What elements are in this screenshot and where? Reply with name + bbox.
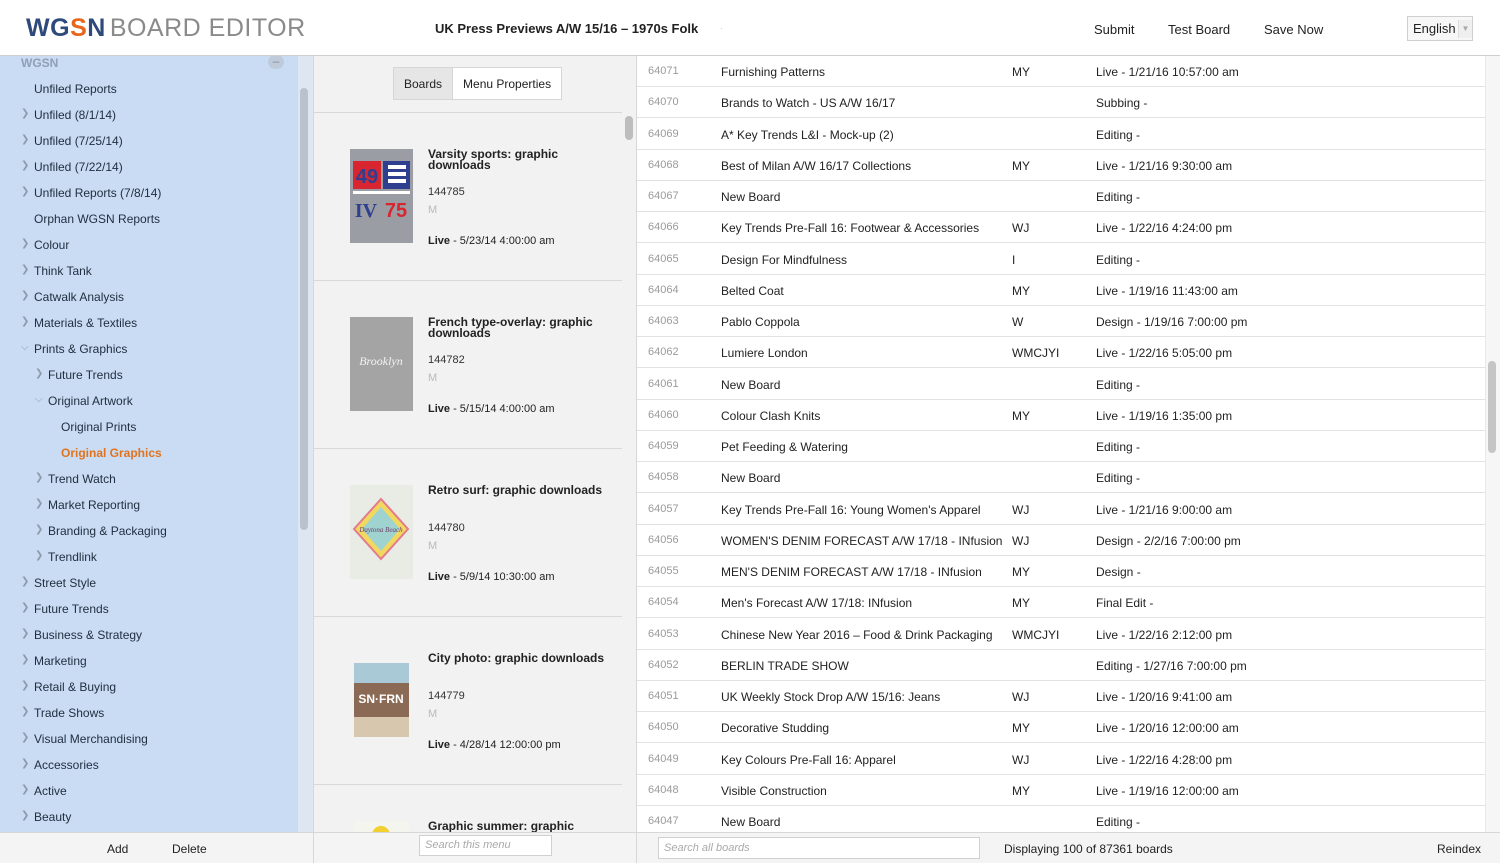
boards-scrollbar-thumb[interactable]: [1488, 361, 1496, 453]
card-m: M: [428, 204, 438, 216]
board-status: Design - 1/19/16 7:00:00 pm: [1096, 315, 1248, 329]
board-card[interactable]: [314, 617, 622, 785]
varsity-number: 49: [355, 166, 379, 188]
table-row[interactable]: [637, 275, 1485, 306]
board-name: UK Weekly Stock Drop A/W 15/16: Jeans: [721, 690, 941, 704]
tree-root-label: WGSN: [21, 56, 59, 70]
french-word: Brooklyn: [359, 354, 403, 368]
tree-item-original-artwork[interactable]: ⌵ Original Artwork: [35, 394, 133, 408]
city-photo-thumbnail: [350, 653, 413, 747]
reindex-button[interactable]: Reindex: [1437, 842, 1482, 856]
tree-item-colour[interactable]: ❯ Colour: [21, 238, 70, 252]
add-button[interactable]: Add: [107, 842, 129, 856]
board-cards: [314, 112, 622, 832]
board-status: Editing -: [1096, 377, 1141, 392]
board-card[interactable]: [314, 113, 622, 281]
card-status: Live - 4/28/14 12:00:00 pm: [428, 739, 561, 751]
table-row[interactable]: [637, 494, 1485, 525]
board-code: MY: [1012, 596, 1030, 611]
card-title: Varsity sports: graphic downloads: [428, 147, 559, 172]
board-name: Pablo Coppola: [721, 315, 800, 329]
tree-item-active[interactable]: ❯ Active: [21, 784, 67, 798]
chevron-right-icon[interactable]: ❯: [35, 368, 44, 379]
table-row[interactable]: [637, 744, 1485, 775]
city-word: SN·FRN: [358, 692, 404, 706]
save-now-button[interactable]: Save Now: [1264, 22, 1324, 37]
tree-item-original-graphics[interactable]: Original Graphics: [61, 446, 162, 460]
product-name: BOARD EDITOR: [109, 14, 306, 42]
card-m: M: [428, 372, 438, 384]
board-id: 64058: [648, 471, 679, 484]
chevron-right-icon[interactable]: ❯: [21, 784, 30, 795]
board-status: Editing -: [1096, 815, 1141, 829]
test-board-button[interactable]: Test Board: [1168, 22, 1231, 37]
board-status: Design - 2/2/16 7:00:00 pm: [1096, 533, 1241, 548]
board-id: 64064: [648, 283, 679, 296]
card-m: M: [428, 708, 438, 720]
board-name: Best of Milan A/W 16/17 Collections: [721, 158, 912, 173]
board-status: Live - 1/22/16 5:05:00 pm: [1096, 346, 1233, 361]
board-id: 64068: [648, 158, 679, 171]
chevron-right-icon[interactable]: ❯: [21, 108, 30, 119]
tree-item-street-style[interactable]: ❯ Street Style: [21, 576, 97, 590]
tree-item-unfiled-8-1-14[interactable]: ❯ Unfiled (8/1/14): [21, 108, 117, 122]
board-status: Editing -: [1096, 440, 1141, 454]
board-id: 64060: [648, 408, 679, 421]
table-row[interactable]: [637, 681, 1485, 712]
chevron-right-icon[interactable]: ❯: [21, 134, 30, 145]
table-row[interactable]: [637, 150, 1485, 181]
board-name: Key Trends Pre-Fall 16: Young Women's Apparel: [721, 502, 981, 517]
card-id: 144785: [428, 186, 465, 198]
card-title: Retro surf: graphic downloads: [428, 483, 603, 497]
table-row[interactable]: [637, 775, 1485, 806]
retro-word: Daytona Beach: [359, 526, 403, 534]
board-code: MY: [1012, 721, 1030, 736]
tree-item-beauty[interactable]: ❯ Beauty: [21, 810, 72, 824]
board-id: 64069: [648, 127, 679, 140]
boards-list-footer: [637, 832, 1500, 863]
board-id: 64053: [648, 627, 679, 640]
board-id: 64051: [648, 690, 679, 702]
board-name: New Board: [721, 190, 781, 204]
card-m: M: [428, 540, 438, 552]
board-id: 64050: [648, 721, 679, 734]
wgsn-logo: WGSN BOARD EDITOR: [26, 14, 306, 42]
board-status: Live - 1/22/16 2:12:00 pm: [1096, 627, 1233, 642]
board-id: 64054: [648, 596, 679, 609]
board-status: Live - 1/21/16 10:57:00 am: [1096, 65, 1239, 79]
board-status: Live - 1/20/16 12:00:00 am: [1096, 721, 1239, 736]
sidebar-scrollbar-thumb[interactable]: [300, 88, 308, 530]
board-name: Furnishing Patterns: [721, 65, 826, 79]
card-title: French type-overlay: graphic downloads: [428, 315, 593, 340]
tree-item-accessories[interactable]: ❯ Accessories: [21, 758, 99, 772]
board-code: WJ: [1012, 752, 1030, 767]
boards-panel: [313, 56, 637, 832]
boards-panel-footer: [313, 832, 637, 863]
tree-item-unfiled-reports-7-8-14[interactable]: ❯ Unfiled Reports (7/8/14): [21, 186, 162, 200]
table-row[interactable]: [637, 119, 1485, 150]
board-status: Editing -: [1096, 252, 1141, 267]
app-header: [0, 0, 1500, 56]
board-code: WMCJYI: [1012, 627, 1060, 642]
board-card[interactable]: [314, 449, 622, 617]
board-id: 64066: [648, 221, 679, 234]
table-row[interactable]: [637, 181, 1485, 212]
board-id: 64056: [648, 533, 679, 546]
tree-item-future-trends[interactable]: ❯ Future Trends: [21, 602, 109, 616]
board-status: Live - 1/20/16 9:41:00 am: [1096, 690, 1233, 704]
table-row[interactable]: [637, 56, 1485, 87]
table-row[interactable]: [637, 212, 1485, 243]
board-code: W: [1012, 315, 1024, 329]
chevron-down-icon[interactable]: ⌵: [35, 394, 43, 405]
board-id: 64063: [648, 315, 679, 327]
board-name: Belted Coat: [721, 283, 784, 298]
chevron-right-icon[interactable]: ❯: [21, 186, 30, 197]
card-id: 144779: [428, 690, 465, 702]
tree-item-market-reporting[interactable]: ❯ Market Reporting: [35, 498, 141, 512]
varsity-year: 75: [384, 200, 408, 222]
board-id: 64061: [648, 377, 679, 390]
card-id: 144780: [428, 522, 465, 534]
board-id: 64067: [648, 190, 679, 202]
submit-button[interactable]: Submit: [1094, 22, 1135, 37]
chevron-right-icon[interactable]: ❯: [21, 680, 30, 691]
board-name: Decorative Studding: [721, 721, 830, 736]
french-type-thumbnail: [350, 317, 413, 411]
board-status: Live - 1/19/16 12:00:00 am: [1096, 783, 1239, 798]
board-name: A* Key Trends L&I - Mock-up (2): [721, 127, 894, 142]
board-name: New Board: [721, 377, 781, 392]
tab-menu-properties[interactable]: Menu Properties: [463, 77, 552, 91]
tree-item-prints-graphics[interactable]: ⌵ Prints & Graphics: [21, 342, 128, 356]
board-id: 64071: [648, 65, 679, 77]
chevron-right-icon[interactable]: ❯: [21, 602, 30, 613]
board-status: Live - 1/22/16 4:24:00 pm: [1096, 221, 1233, 236]
board-code: I: [1012, 252, 1016, 267]
board-code: WMCJYI: [1012, 346, 1060, 361]
board-id: 64055: [648, 565, 679, 577]
table-row[interactable]: [637, 337, 1485, 368]
tree-item-trendlink[interactable]: ❯ Trendlink: [35, 550, 97, 564]
board-name: New Board: [721, 815, 781, 829]
table-row[interactable]: [637, 650, 1485, 681]
chevron-right-icon[interactable]: ❯: [21, 160, 30, 171]
language-select[interactable]: [1407, 16, 1473, 41]
tree-item-unfiled-7-25-14[interactable]: ❯ Unfiled (7/25/14): [21, 134, 123, 148]
chevron-right-icon[interactable]: ❯: [21, 238, 30, 249]
boards-list: [637, 56, 1500, 832]
table-row[interactable]: [637, 587, 1485, 618]
board-name: Chinese New Year 2016 – Food & Drink Packaging: [721, 627, 993, 642]
panel-tabs: [393, 67, 562, 100]
board-title: UK Press Previews A/W 15/16 – 1970s Folk: [435, 21, 699, 36]
board-id: 64052: [648, 658, 679, 671]
tree-item-unfiled-7-22-14[interactable]: ❯ Unfiled (7/22/14): [21, 160, 123, 174]
board-name: Colour Clash Knits: [721, 408, 821, 423]
table-row[interactable]: [637, 619, 1485, 650]
board-status: Subbing -: [1096, 96, 1148, 111]
board-name: Men's Forecast A/W 17/18: INfusion: [721, 596, 913, 611]
table-row[interactable]: [637, 556, 1485, 587]
search-menu-input[interactable]: Search this menu: [419, 835, 552, 856]
board-name: BERLIN TRADE SHOW: [721, 658, 849, 673]
card-status: Live - 5/15/14 4:00:00 am: [428, 403, 555, 415]
tree-item-visual-merchandising[interactable]: ❯ Visual Merchandising: [21, 732, 148, 746]
chevron-right-icon[interactable]: ❯: [21, 628, 30, 639]
table-row[interactable]: [637, 525, 1485, 556]
tree-item-unfiled-reports[interactable]: Unfiled Reports: [34, 82, 117, 96]
tree-item-orphan-wgsn-reports[interactable]: Orphan WGSN Reports: [34, 212, 161, 226]
chevron-down-icon[interactable]: ⌵: [21, 342, 29, 353]
board-status: Final Edit -: [1096, 596, 1154, 611]
board-code: WJ: [1012, 502, 1030, 517]
board-id: 64057: [648, 502, 679, 515]
chevron-right-icon[interactable]: ❯: [21, 316, 30, 327]
chevron-right-icon[interactable]: ❯: [35, 524, 44, 535]
table-row[interactable]: [637, 400, 1485, 431]
tree-item-trade-shows[interactable]: ❯ Trade Shows: [21, 706, 105, 720]
card-title: City photo: graphic downloads: [428, 651, 604, 665]
tree-item-original-prints[interactable]: Original Prints: [61, 420, 137, 434]
collapse-icon[interactable]: –: [268, 56, 284, 69]
table-row[interactable]: [637, 244, 1485, 275]
card-status: Live - 5/9/14 10:30:00 am: [428, 571, 555, 583]
table-row[interactable]: [637, 462, 1485, 493]
board-status: Live - 1/19/16 1:35:00 pm: [1096, 408, 1233, 423]
tree-item-think-tank[interactable]: ❯ Think Tank: [21, 264, 92, 278]
board-id: 64062: [648, 346, 679, 359]
board-status: Live - 1/21/16 9:00:00 am: [1096, 502, 1233, 517]
table-row[interactable]: [637, 431, 1485, 462]
tree-item-branding-packaging[interactable]: ❯ Branding & Packaging: [35, 524, 167, 538]
category-tree: [0, 56, 313, 832]
board-name: Design For Mindfulness: [721, 252, 848, 267]
tree-item-future-trends-sub[interactable]: ❯ Future Trends: [35, 368, 123, 382]
table-row[interactable]: [637, 306, 1485, 337]
chevron-right-icon[interactable]: ❯: [21, 290, 30, 301]
tree-item-marketing[interactable]: ❯ Marketing: [21, 654, 87, 668]
board-id: 64048: [648, 783, 679, 796]
chevron-right-icon[interactable]: ❯: [21, 810, 30, 821]
chevron-right-icon[interactable]: ❯: [21, 576, 30, 587]
chevron-down-icon[interactable]: ▼: [1458, 20, 1472, 38]
board-code: MY: [1012, 783, 1030, 798]
card-id: 144782: [428, 354, 465, 366]
board-name: Lumiere London: [721, 346, 808, 361]
board-code: WJ: [1012, 690, 1030, 704]
tree-item-catwalk-analysis[interactable]: ❯ Catwalk Analysis: [21, 290, 125, 304]
board-code: MY: [1012, 65, 1030, 79]
chevron-right-icon[interactable]: ❯: [21, 654, 30, 665]
tree-item-retail-buying[interactable]: ❯ Retail & Buying: [21, 680, 117, 694]
board-name: WOMEN'S DENIM FORECAST A/W 17/18 - INfusion: [721, 533, 1003, 548]
table-row[interactable]: [637, 806, 1485, 832]
board-status: Editing -: [1096, 190, 1141, 204]
board-code: MY: [1012, 408, 1030, 423]
table-row[interactable]: [637, 87, 1485, 118]
board-id: 64059: [648, 440, 679, 452]
board-name: Brands to Watch - US A/W 16/17: [721, 96, 896, 111]
varsity-thumbnail: [350, 149, 413, 243]
display-count: Displaying 100 of 87361 boards: [1004, 842, 1173, 856]
board-name: Key Trends Pre-Fall 16: Footwear & Accessories: [721, 221, 980, 236]
board-status: Editing - 1/27/16 7:00:00 pm: [1096, 658, 1247, 673]
board-status: Editing -: [1096, 127, 1141, 142]
tree-item-materials-textiles[interactable]: ❯ Materials & Textiles: [21, 316, 138, 330]
chevron-right-icon[interactable]: ❯: [21, 706, 30, 717]
board-code: MY: [1012, 283, 1030, 298]
board-name: Pet Feeding & Watering: [721, 440, 848, 454]
board-code: MY: [1012, 565, 1030, 579]
board-status: Design -: [1096, 565, 1141, 579]
board-status: Live - 1/19/16 11:43:00 am: [1096, 283, 1238, 298]
table-row[interactable]: [637, 369, 1485, 400]
table-row[interactable]: [637, 712, 1485, 743]
board-id: 64049: [648, 752, 679, 765]
varsity-roman: IV: [354, 200, 378, 222]
board-status: Live - 1/22/16 4:28:00 pm: [1096, 752, 1233, 767]
chevron-right-icon[interactable]: ❯: [21, 732, 30, 743]
board-id: 64047: [648, 815, 679, 827]
board-card[interactable]: [314, 281, 622, 449]
sidebar-footer: [0, 832, 313, 863]
chevron-right-icon[interactable]: ❯: [35, 550, 44, 561]
board-code: MY: [1012, 158, 1030, 173]
board-card[interactable]: [314, 785, 622, 832]
board-code: WJ: [1012, 221, 1030, 236]
chevron-right-icon[interactable]: ❯: [35, 472, 44, 483]
card-title: Graphic summer: graphic: [428, 819, 575, 832]
board-name: Visible Construction: [721, 783, 827, 798]
retro-surf-thumbnail: [350, 485, 413, 579]
board-id: 64070: [648, 96, 679, 109]
chevron-right-icon[interactable]: ❯: [35, 498, 44, 509]
board-name: MEN'S DENIM FORECAST A/W 17/18 - INfusion: [721, 565, 982, 579]
board-name: New Board: [721, 471, 781, 486]
chevron-right-icon[interactable]: ❯: [21, 264, 30, 275]
search-boards-input[interactable]: Search all boards: [658, 837, 980, 859]
graphic-summer-thumbnail: [350, 821, 413, 832]
cards-scrollbar-thumb[interactable]: [625, 116, 633, 140]
tree-item-business-strategy[interactable]: ❯ Business & Strategy: [21, 628, 143, 642]
card-status: Live - 5/23/14 4:00:00 am: [428, 235, 555, 247]
board-status: Editing -: [1096, 471, 1141, 486]
board-code: WJ: [1012, 533, 1030, 548]
board-id: 64065: [648, 252, 679, 265]
tab-boards[interactable]: Boards: [394, 68, 453, 99]
chevron-right-icon[interactable]: ❯: [21, 758, 30, 769]
tree-item-trend-watch[interactable]: ❯ Trend Watch: [35, 472, 116, 486]
language-value: English: [1413, 21, 1456, 36]
board-name: Key Colours Pre-Fall 16: Apparel: [721, 752, 896, 767]
board-status: Live - 1/21/16 9:30:00 am: [1096, 158, 1233, 173]
separator-dot: ·: [720, 24, 723, 33]
delete-button[interactable]: Delete: [172, 842, 207, 856]
